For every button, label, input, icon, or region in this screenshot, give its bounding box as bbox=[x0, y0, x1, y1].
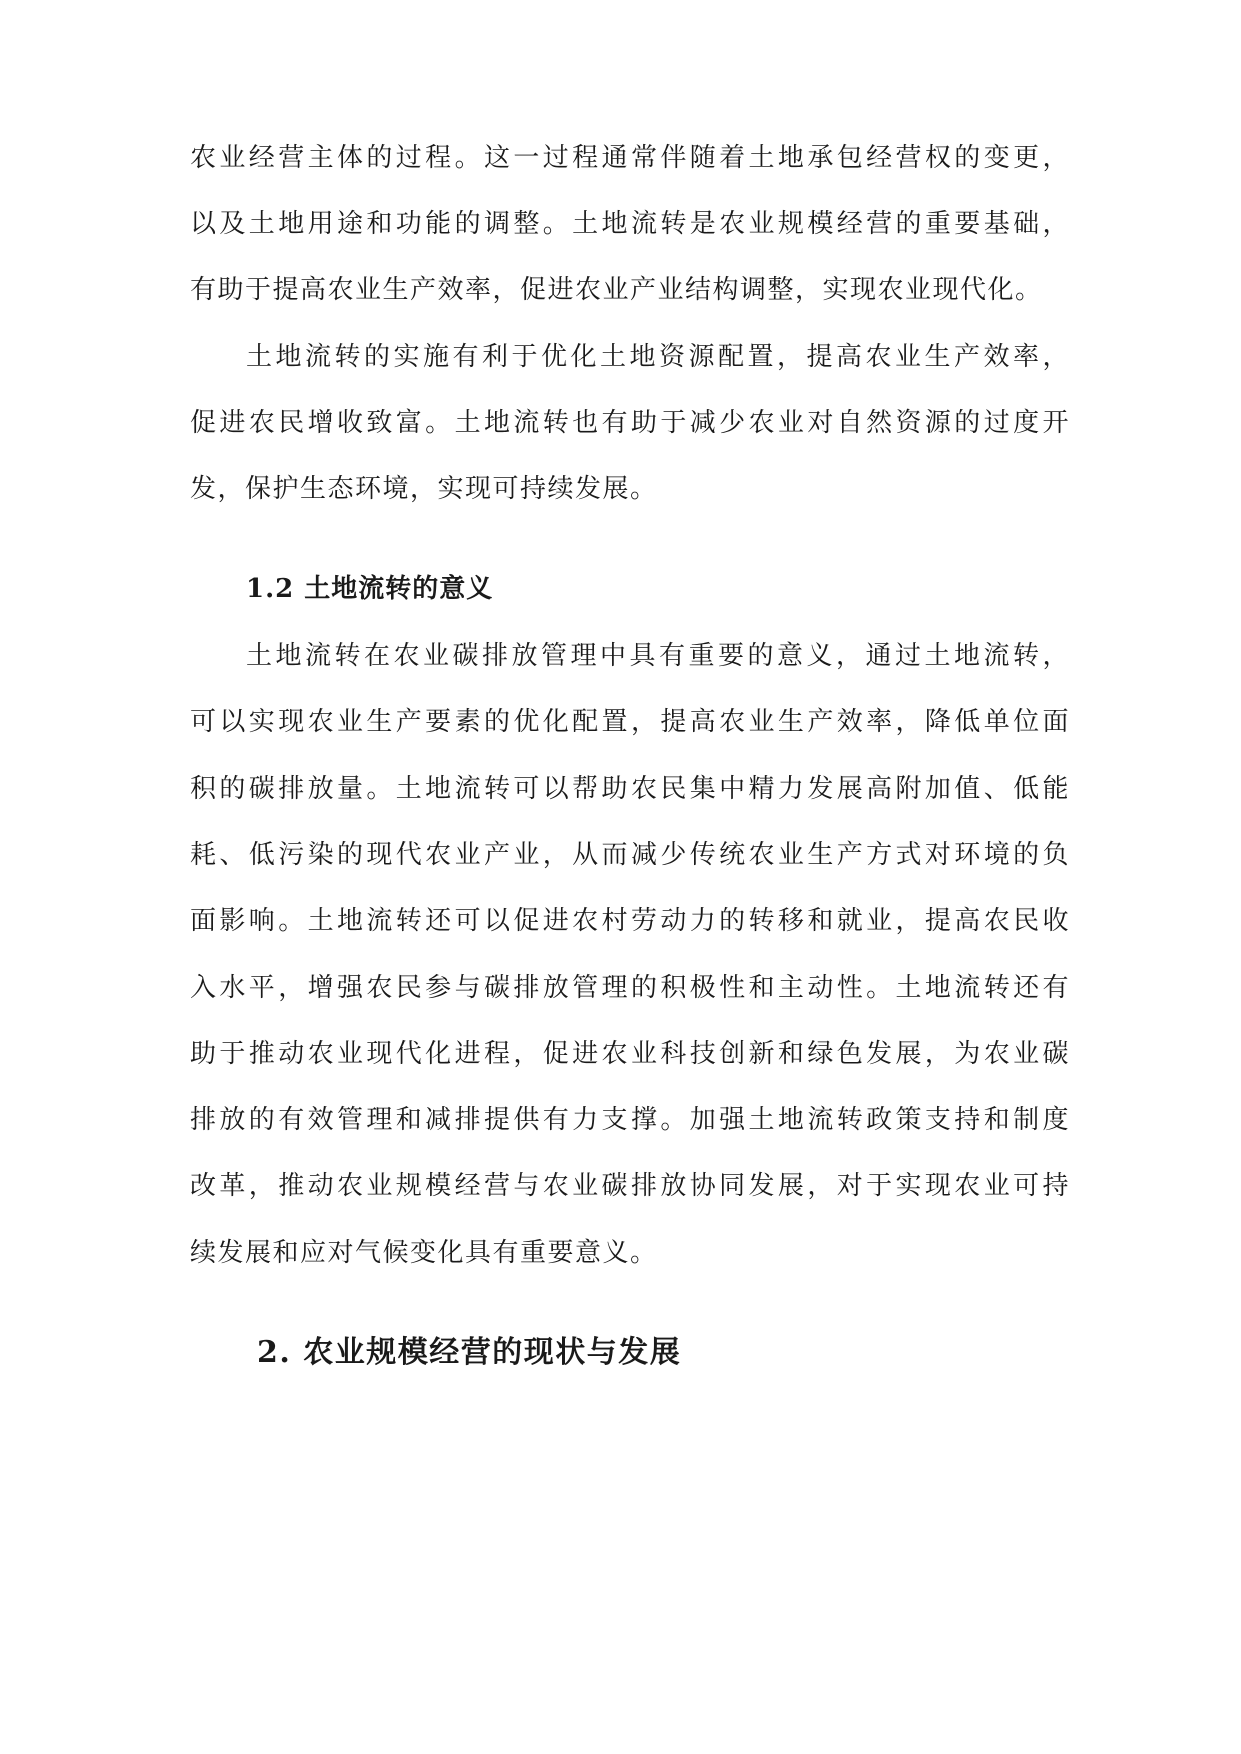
paragraph-1-line-3: 有助于提高农业生产效率，促进农业产业结构调整，实现农业现代化。 bbox=[190, 275, 1043, 305]
paragraph-2-line-2: 促进农民增收致富。土地流转也有助于减少农业对自然资源的过度开 bbox=[190, 408, 1070, 438]
paragraph-3-line-4: 耗、低污染的现代农业产业，从而减少传统农业生产方式对环境的负 bbox=[190, 840, 1070, 870]
paragraph-2-line-1: 土地流转的实施有利于优化土地资源配置，提高农业生产效率， bbox=[246, 342, 1070, 372]
paragraph-3-line-7: 助于推动农业现代化进程，促进农业科技创新和绿色发展，为农业碳 bbox=[190, 1039, 1070, 1069]
paragraph-3-line-6: 入水平，增强农民参与碳排放管理的积极性和主动性。土地流转还有 bbox=[190, 973, 1070, 1003]
paragraph-1-line-2: 以及土地用途和功能的调整。土地流转是农业规模经营的重要基础， bbox=[190, 209, 1070, 239]
paragraph-1-line-1: 农业经营主体的过程。这一过程通常伴随着土地承包经营权的变更， bbox=[190, 143, 1070, 173]
paragraph-3-line-2: 可以实现农业生产要素的优化配置，提高农业生产效率，降低单位面 bbox=[190, 707, 1070, 737]
paragraph-3-line-10: 续发展和应对气候变化具有重要意义。 bbox=[190, 1238, 658, 1268]
section-heading-2: 2. 农业规模经营的现状与发展 bbox=[257, 1335, 682, 1370]
paragraph-2-line-3: 发，保护生态环境，实现可持续发展。 bbox=[190, 474, 658, 504]
paragraph-3-line-5: 面影响。土地流转还可以促进农村劳动力的转移和就业，提高农民收 bbox=[190, 906, 1070, 936]
paragraph-3-line-1: 土地流转在农业碳排放管理中具有重要的意义，通过土地流转， bbox=[246, 641, 1070, 671]
section-heading-1-2: 1.2 土地流转的意义 bbox=[246, 574, 494, 604]
paragraph-3-line-3: 积的碳排放量。土地流转可以帮助农民集中精力发展高附加值、低能 bbox=[190, 774, 1070, 804]
paragraph-3-line-9: 改革，推动农业规模经营与农业碳排放协同发展，对于实现农业可持 bbox=[190, 1171, 1070, 1201]
paragraph-3-line-8: 排放的有效管理和减排提供有力支撑。加强土地流转政策支持和制度 bbox=[190, 1105, 1070, 1135]
